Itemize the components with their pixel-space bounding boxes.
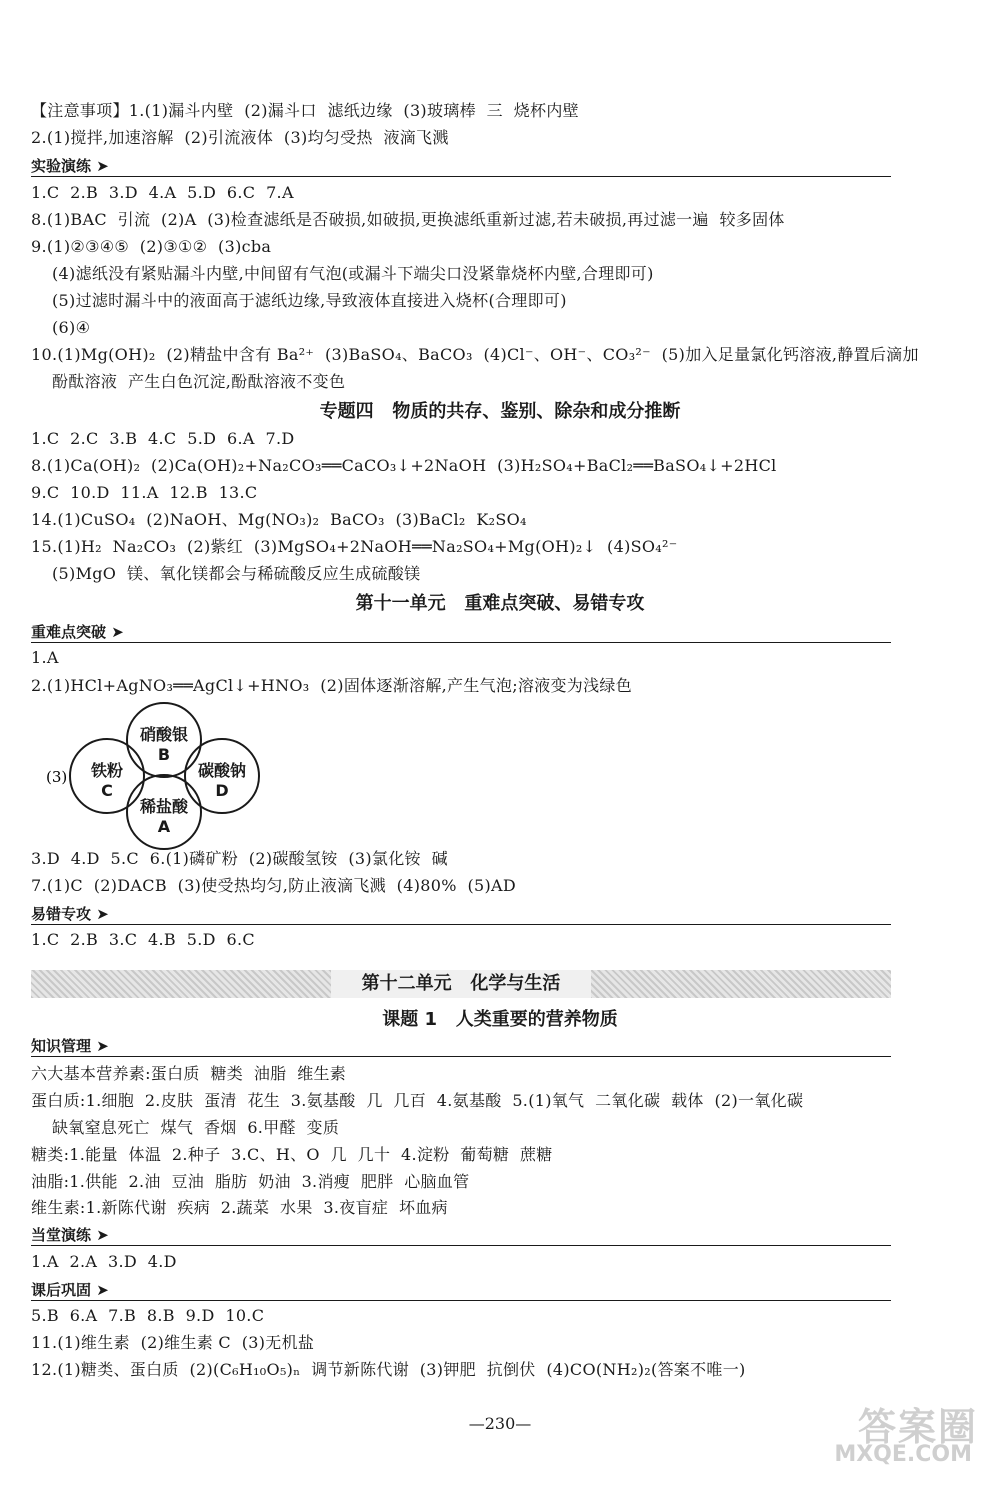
- topic4-line-4: 14.(1)CuSO₄ (2)NaOH、Mg(NO₃)₂ BaCO₃ (3)BaCl₂ K₂SO₄: [31, 510, 527, 529]
- experiment-line-5: (5)过滤时漏斗中的液面高于滤纸边缘,导致液体直接进入烧杯(合理即可): [52, 291, 567, 310]
- experiment-line-8: 酚酞溶液 产生白色沉淀,酚酞溶液不变色: [52, 372, 346, 391]
- topic4-line-5: 15.(1)H₂ Na₂CO₃ (2)紫红 (3)MgSO₄+2NaOH══Na₂SO₄+Mg(OH)₂↓ (4)SO₄²⁻: [31, 537, 678, 556]
- knowledge-line-6: 维生素:1.新陈代谢 疾病 2.蔬菜 水果 3.夜盲症 坏血病: [31, 1198, 448, 1217]
- section-in-class: [31, 1225, 891, 1246]
- section-after-class: [31, 1280, 891, 1301]
- diagram-label: (3): [46, 768, 68, 786]
- topic4-title: 专题四 物质的共存、鉴别、除杂和成分推断: [319, 401, 681, 422]
- section-error-prone-label: 易错专攻 ➤: [31, 905, 109, 923]
- circle-a-name: 稀盐酸: [139, 797, 189, 816]
- section-experiment: [31, 156, 891, 177]
- circle-d-letter: D: [215, 781, 229, 800]
- unit12-banner-title: 第十二单元 化学与生活: [331, 970, 591, 998]
- unit11-line-4: 7.(1)C (2)DACB (3)使受热均匀,防止液滴飞溅 (4)80% (5)AD: [31, 876, 517, 895]
- watermark-logo: [808, 1396, 978, 1476]
- knowledge-line-5: 油脂:1.供能 2.油 豆油 脂肪 奶油 3.消瘦 肥胖 心脑血管: [31, 1172, 470, 1191]
- circle-b-name: 硝酸银: [139, 725, 189, 744]
- section-error-prone: [31, 904, 891, 925]
- unit11-line-1: 1.A: [31, 648, 59, 667]
- circle-b-letter: B: [157, 745, 171, 764]
- experiment-line-6: (6)④: [52, 318, 91, 337]
- knowledge-line-1: 六大基本营养素:蛋白质 糖类 油脂 维生素: [31, 1064, 347, 1083]
- unit11-line-3: 3.D 4.D 5.C 6.(1)磷矿粉 (2)碳酸氢铵 (3)氯化铵 碱: [31, 849, 448, 868]
- unit11-line-5: 1.C 2.B 3.C 4.B 5.D 6.C: [31, 930, 255, 949]
- watermark-en: MXQE.COM: [834, 1442, 972, 1467]
- circle-c-letter: C: [101, 781, 113, 800]
- topic4-line-3: 9.C 10.D 11.A 12.B 13.C: [31, 483, 258, 502]
- experiment-line-4: (4)滤纸没有紧贴漏斗内壁,中间留有气泡(或漏斗下端尖口没紧靠烧杯内壁,合理即可): [52, 264, 654, 283]
- note-line-2: 2.(1)搅拌,加速溶解 (2)引流液体 (3)均匀受热 液滴飞溅: [31, 128, 449, 147]
- topic4-line-1: 1.C 2.C 3.B 4.C 5.D 6.A 7.D: [31, 429, 295, 448]
- after-class-line-2: 11.(1)维生素 (2)维生素 C (3)无机盐: [31, 1333, 315, 1352]
- experiment-line-2: 8.(1)BAC 引流 (2)A (3)检查滤纸是否破损,如破损,更换滤纸重新过滤,若未破损,再过滤一遍 较多固体: [31, 210, 785, 229]
- note-line-1: 【注意事项】1.(1)漏斗内壁 (2)漏斗口 滤纸边缘 (3)玻璃棒 三 烧杯内壁: [31, 101, 579, 120]
- section-after-class-label: 课后巩固 ➤: [31, 1281, 109, 1299]
- unit11-line-2: 2.(1)HCl+AgNO₃══AgCl↓+HNO₃ (2)固体逐渐溶解,产生气泡;溶液变为浅绿色: [31, 676, 633, 695]
- experiment-line-3: 9.(1)②③④⑤ (2)③①② (3)cba: [31, 237, 272, 256]
- section-knowledge: [31, 1036, 891, 1057]
- experiment-line-7: 10.(1)Mg(OH)₂ (2)精盐中含有 Ba²⁺ (3)BaSO₄、BaCO₃ (4)Cl⁻、OH⁻、CO₃²⁻ (5)加入足量氯化钙溶液,静置后滴加: [31, 345, 919, 364]
- circle-a-letter: A: [157, 817, 171, 836]
- unit11-title: 第十一单元 重难点突破、易错专攻: [355, 593, 645, 614]
- knowledge-line-4: 糖类:1.能量 体温 2.种子 3.C、H、O 几 几十 4.淀粉 葡萄糖 蔗糖: [31, 1145, 553, 1164]
- section-knowledge-label: 知识管理 ➤: [31, 1037, 109, 1055]
- circle-d-name: 碳酸钠: [197, 761, 247, 780]
- section-key-points: [31, 622, 891, 643]
- unit12-banner: [31, 970, 891, 998]
- section-key-points-label: 重难点突破 ➤: [31, 623, 124, 641]
- circle-c-name: 铁粉: [90, 761, 124, 780]
- after-class-line-1: 5.B 6.A 7.B 8.B 9.D 10.C: [31, 1306, 265, 1325]
- knowledge-line-2: 蛋白质:1.细胞 2.皮肤 蛋清 花生 3.氨基酸 几 几百 4.氨基酸 5.(1)氧气 二氧化碳 载体 (2)一氧化碳: [31, 1091, 804, 1110]
- in-class-line-1: 1.A 2.A 3.D 4.D: [31, 1252, 177, 1271]
- topic4-line-2: 8.(1)Ca(OH)₂ (2)Ca(OH)₂+Na₂CO₃══CaCO₃↓+2NaOH (3)H₂SO₄+BaCl₂══BaSO₄↓+2HCl: [31, 456, 777, 475]
- topic4-line-6: (5)MgO 镁、氧化镁都会与稀硫酸反应生成硫酸镁: [52, 564, 421, 583]
- knowledge-line-3: 缺氧窒息死亡 煤气 香烟 6.甲醛 变质: [52, 1118, 340, 1137]
- after-class-line-3: 12.(1)糖类、蛋白质 (2)(C₆H₁₀O₅)ₙ 调节新陈代谢 (3)钾肥 抗倒伏 (4)CO(NH₂)₂(答案不唯一): [31, 1360, 746, 1379]
- page-number: —230—: [468, 1414, 532, 1433]
- section-experiment-label: 实验演练 ➤: [31, 157, 109, 175]
- watermark-cn: 答案圈: [857, 1405, 978, 1449]
- reaction-circle-diagram: [30, 700, 300, 850]
- lesson-title: 课题 1 人类重要的营养物质: [382, 1009, 618, 1030]
- section-in-class-label: 当堂演练 ➤: [31, 1226, 109, 1244]
- experiment-line-1: 1.C 2.B 3.D 4.A 5.D 6.C 7.A: [31, 183, 294, 202]
